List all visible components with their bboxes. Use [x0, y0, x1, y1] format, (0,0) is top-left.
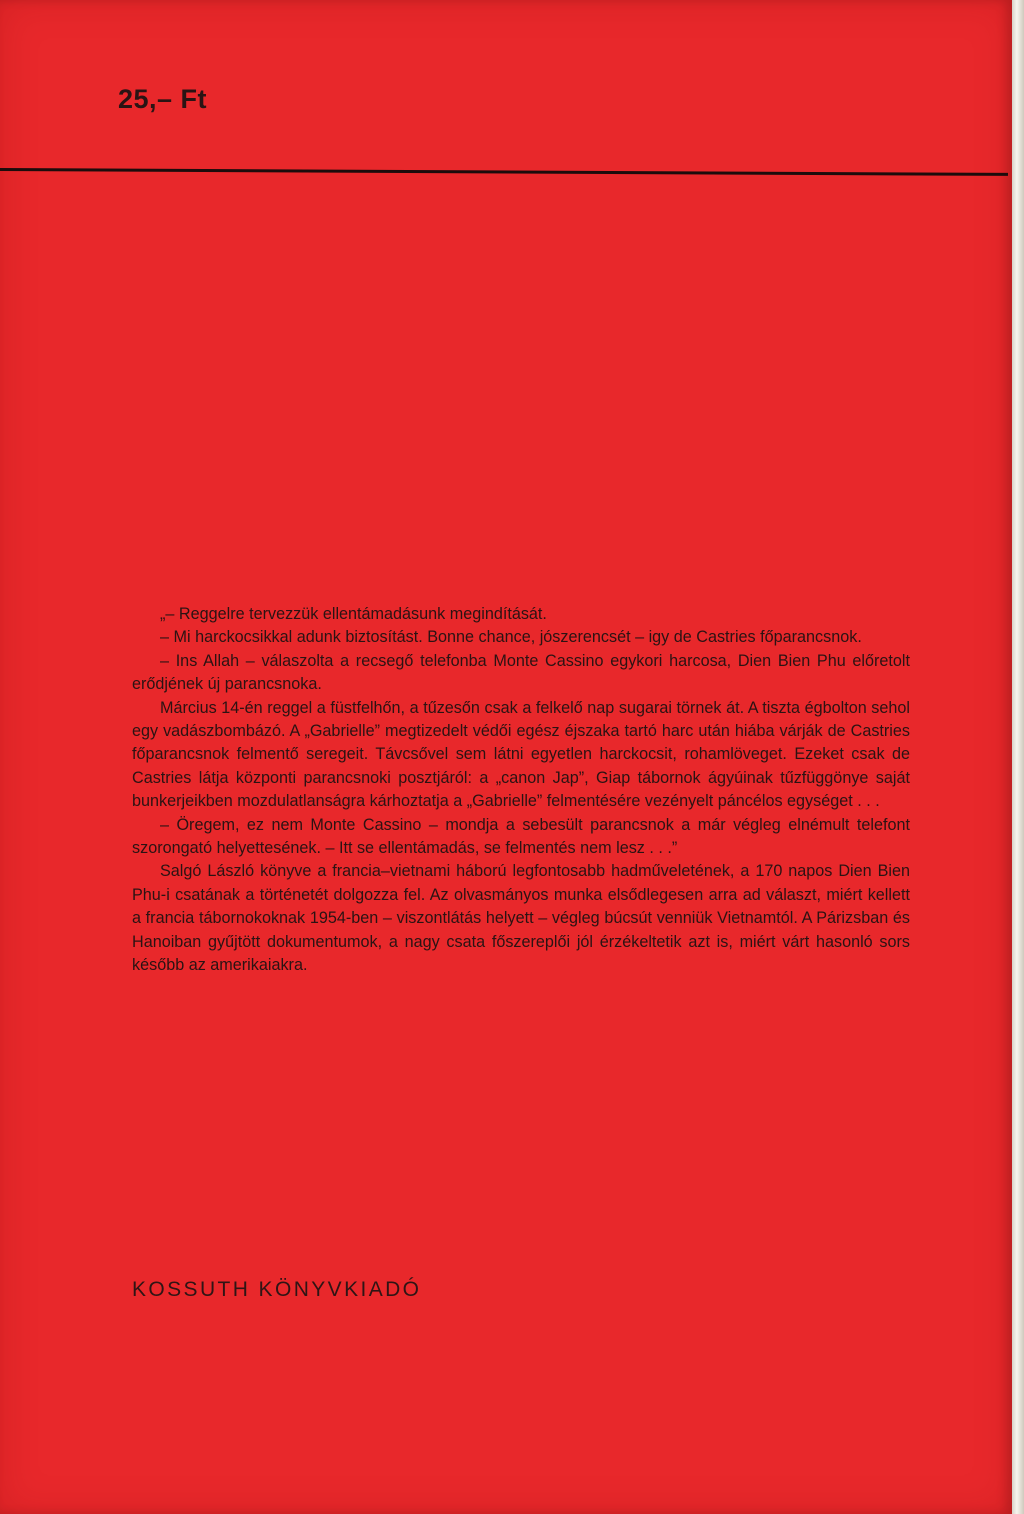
- blurb-paragraph: – Ins Allah – válaszolta a recsegő telefonba Monte Cassino egykori harcosa, Dien Bien Phu előretolt erődjének új parancsnoka.: [132, 651, 910, 694]
- price-label: 25,– Ft: [118, 84, 208, 114]
- blurb-paragraph: Március 14-én reggel a füstfelhőn, a tűzesőn csak a felkelő nap sugarai törnek át. A tiszta égbolton sehol egy vadászbombázó. A „Gabrielle” megtizedelt védői egész éjszaka tartó harc után hiába várják de Castries főparancsnok felmentő seregeit. Távcsővel sem látni egyetlen harckocsit, rohamlöveget. Ezeket csak de Castries látja központi parancsnoki posztjáról: a „canon Jap”, Giap tábornok ágyúinak tűzfüggönye saját bunkerjeikben mozdulatlanságra kárhoztatja a „Gabrielle” felmentésére vezényelt páncélos egységet . . .: [132, 698, 910, 811]
- blurb-paragraph: – Öregem, ez nem Monte Cassino – mondja a sebesült parancsnok a már végleg elnémult telefont szorongató helyettesének. – Itt se ellentámadás, se felmentés nem lesz . . .”: [132, 815, 910, 858]
- divider-line: [0, 168, 1008, 176]
- blurb-paragraph: – Mi harckocsikkal adunk biztosítást. Bonne chance, jószerencsét – igy de Castries főparancsnok.: [160, 628, 862, 647]
- blurb-paragraph: Salgó László könyve a francia–vietnami háború legfontosabb hadműveletének, a 170 napos Dien Bien Phu-i csatának a történetét dolgozza fel. Az olvasmányos munka elsődlegesen arra ad választ, miért kellett a francia tábornokoknak 1954-ben – viszontlátás helyett – végleg búcsút venniük Vietnamtól. A Párizsban és Hanoiban gyűjtött dokumentumok, a nagy csata főszereplői jól érzékeltetik azt is, miért várt hasonló sors később az amerikaiakra.: [132, 862, 910, 975]
- page-edge: [1012, 0, 1024, 1514]
- publisher-name: KOSSUTH KÖNYVKIADÓ: [132, 1278, 422, 1301]
- blurb-paragraph: „– Reggelre tervezzük ellentámadásunk megindítását.: [160, 605, 547, 623]
- blurb-text: [132, 603, 910, 978]
